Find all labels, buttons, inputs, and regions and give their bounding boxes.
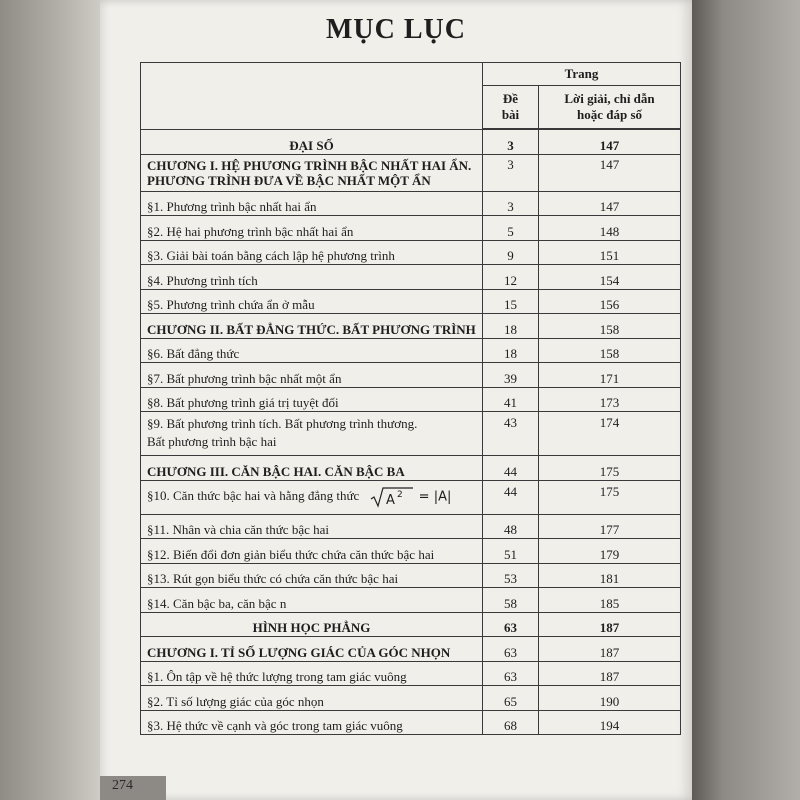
de-bai-cell: 9 (483, 240, 539, 265)
loi-giai-cell: 187 (539, 637, 681, 662)
loi-giai-cell: 147 (539, 154, 681, 191)
table-row (141, 588, 681, 613)
table-row (141, 265, 681, 290)
loi-giai-cell: 173 (539, 387, 681, 412)
page-number: 274 (112, 778, 133, 793)
item-label: §2. Hệ hai phương trình bậc nhất hai ẩn (141, 216, 483, 241)
sqrt-icon (369, 485, 415, 509)
de-bai-cell: 51 (483, 539, 539, 564)
item-label (141, 480, 483, 514)
item-label: §2. Tỉ số lượng giác của góc nhọn (141, 686, 483, 711)
loi-giai-cell: 171 (539, 363, 681, 388)
loi-giai-cell: 181 (539, 563, 681, 588)
header-loi-giai (539, 86, 681, 129)
loi-giai-cell: 151 (539, 240, 681, 265)
item-label: §8. Bất phương trình giá trị tuyệt đối (141, 387, 483, 412)
table-row (141, 387, 681, 412)
loi-giai-cell: 185 (539, 588, 681, 613)
table-row (141, 612, 681, 637)
chapter-label: CHƯƠNG I. TỈ SỐ LƯỢNG GIÁC CỦA GÓC NHỌN (141, 637, 483, 662)
chapter-label: CHƯƠNG II. BẤT ĐẲNG THỨC. BẤT PHƯƠNG TRÌNH (141, 314, 483, 339)
loi-giai-cell: 158 (539, 314, 681, 339)
de-bai-cell: 3 (483, 191, 539, 216)
chapter-line1: CHƯƠNG I. HỆ PHƯƠNG TRÌNH BẬC NHẤT HAI ẨN. (147, 157, 472, 173)
item-text: §10. Căn thức bậc hai và hằng đẳng thức (147, 487, 360, 503)
table-row (141, 412, 681, 456)
chapter-line2: PHƯƠNG TRÌNH ĐƯA VỀ BẬC NHẤT MỘT ẨN (147, 172, 431, 188)
de-bai-cell: 65 (483, 686, 539, 711)
toc-table (140, 62, 681, 735)
loi-giai-cell: 147 (539, 130, 681, 155)
header-trang: Trang (483, 63, 681, 86)
loi-giai-cell: 175 (539, 480, 681, 514)
table-row (141, 314, 681, 339)
de-bai-cell: 44 (483, 480, 539, 514)
loi-giai-cell: 174 (539, 412, 681, 456)
item-label: §1. Ôn tập về hệ thức lượng trong tam giác vuông (141, 661, 483, 686)
table-row (141, 289, 681, 314)
section-dai-so: ĐẠI SỐ (141, 130, 483, 155)
item-label: §6. Bất đẳng thức (141, 338, 483, 363)
de-bai-cell: 68 (483, 710, 539, 735)
table-row (141, 216, 681, 241)
de-bai-cell: 43 (483, 412, 539, 456)
formula-base: A (385, 493, 395, 508)
de-bai-cell: 3 (483, 130, 539, 155)
book-page (100, 0, 692, 800)
de-bai-cell: 39 (483, 363, 539, 388)
header-row (141, 63, 681, 86)
de-bai-cell: 48 (483, 514, 539, 539)
item-label: §11. Nhân và chia căn thức bậc hai (141, 514, 483, 539)
table-row (141, 637, 681, 662)
table-row (141, 710, 681, 735)
de-bai-cell: 5 (483, 216, 539, 241)
item-label: §1. Phương trình bậc nhất hai ẩn (141, 191, 483, 216)
de-bai-cell: 15 (483, 289, 539, 314)
table-row (141, 240, 681, 265)
item-line2: Bất phương trình bậc hai (147, 434, 277, 449)
table-row (141, 661, 681, 686)
header-de-line1: Đề (502, 91, 519, 106)
item-label: §3. Giải bài toán bằng cách lập hệ phương trình (141, 240, 483, 265)
table-row (141, 130, 681, 155)
header-empty-cell (141, 63, 483, 130)
item-label: §5. Phương trình chứa ẩn ở mẫu (141, 289, 483, 314)
item-line1: §9. Bất phương trình tích. Bất phương trình thương. (147, 416, 418, 431)
de-bai-cell: 58 (483, 588, 539, 613)
table-row (141, 456, 681, 481)
loi-giai-cell: 158 (539, 338, 681, 363)
page-number-tab (100, 776, 166, 800)
loi-giai-cell: 175 (539, 456, 681, 481)
table-row (141, 686, 681, 711)
de-bai-cell: 3 (483, 154, 539, 191)
table-row (141, 338, 681, 363)
table-row (141, 514, 681, 539)
de-bai-cell: 18 (483, 314, 539, 339)
item-label: §12. Biến đổi đơn giản biểu thức chứa căn thức bậc hai (141, 539, 483, 564)
de-bai-cell: 63 (483, 612, 539, 637)
formula-abs: |A| (433, 489, 452, 505)
de-bai-cell: 18 (483, 338, 539, 363)
loi-giai-cell: 156 (539, 289, 681, 314)
table-row (141, 480, 681, 514)
loi-giai-cell: 194 (539, 710, 681, 735)
formula-exponent: 2 (396, 490, 403, 500)
table-row (141, 191, 681, 216)
item-label: §13. Rút gọn biểu thức có chứa căn thức bậc hai (141, 563, 483, 588)
loi-giai-cell: 190 (539, 686, 681, 711)
header-loi-line1: Lời giải, chỉ dẫn (564, 91, 655, 106)
item-label: §7. Bất phương trình bậc nhất một ẩn (141, 363, 483, 388)
loi-giai-cell: 187 (539, 612, 681, 637)
item-label: §4. Phương trình tích (141, 265, 483, 290)
de-bai-cell: 63 (483, 661, 539, 686)
loi-giai-cell: 187 (539, 661, 681, 686)
item-label (141, 412, 483, 456)
sqrt-formula (369, 485, 452, 509)
de-bai-cell: 53 (483, 563, 539, 588)
chapter-label: CHƯƠNG III. CĂN BẬC HAI. CĂN BẬC BA (141, 456, 483, 481)
page-title: MỤC LỤC (326, 14, 466, 45)
table-row (141, 563, 681, 588)
loi-giai-cell: 177 (539, 514, 681, 539)
table-row (141, 539, 681, 564)
de-bai-cell: 12 (483, 265, 539, 290)
loi-giai-cell: 154 (539, 265, 681, 290)
right-background (690, 0, 800, 800)
de-bai-cell: 41 (483, 387, 539, 412)
formula-equals: = (418, 489, 430, 505)
table-row (141, 154, 681, 191)
de-bai-cell: 63 (483, 637, 539, 662)
loi-giai-cell: 147 (539, 191, 681, 216)
table-row (141, 363, 681, 388)
chapter-label (141, 154, 483, 191)
item-label: §3. Hệ thức về cạnh và góc trong tam giác vuông (141, 710, 483, 735)
header-de-bai (483, 86, 539, 129)
header-loi-line2: hoặc đáp số (576, 107, 643, 122)
loi-giai-cell: 179 (539, 539, 681, 564)
item-label: §14. Căn bậc ba, căn bậc n (141, 588, 483, 613)
left-background (0, 0, 100, 800)
de-bai-cell: 44 (483, 456, 539, 481)
loi-giai-cell: 148 (539, 216, 681, 241)
section-hinh-hoc: HÌNH HỌC PHẲNG (141, 612, 483, 637)
header-de-line2: bài (501, 107, 520, 122)
